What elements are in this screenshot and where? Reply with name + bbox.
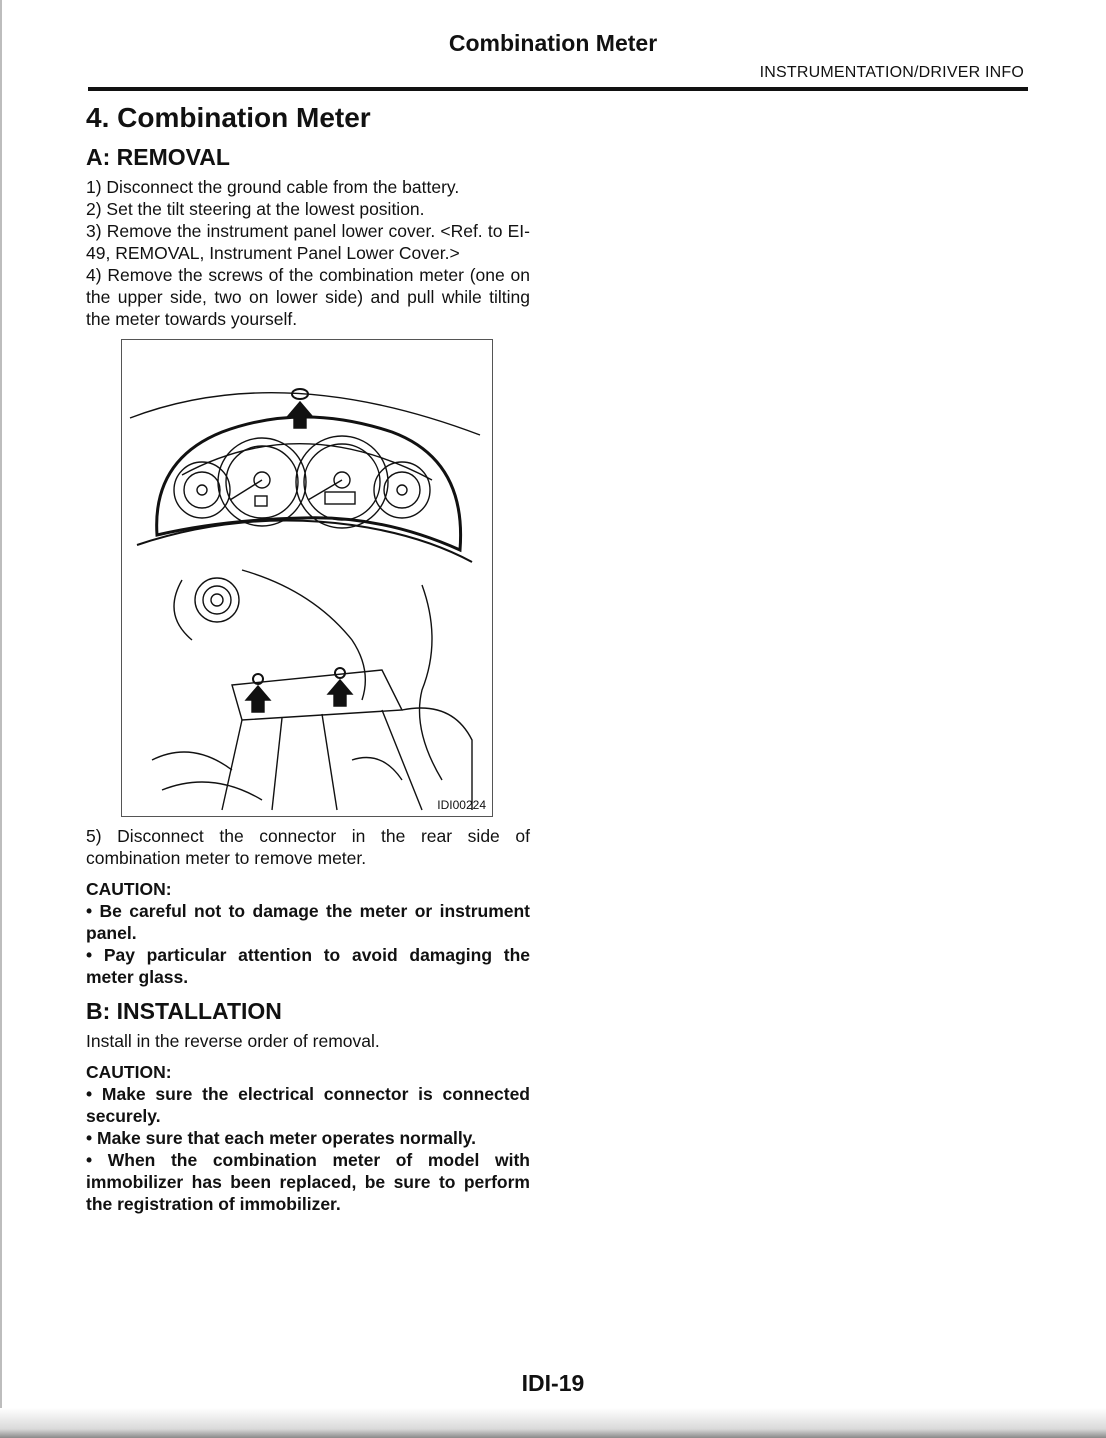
removal-step-2: 2) Set the tilt steering at the lowest position.	[86, 199, 425, 219]
installation-heading: B: INSTALLATION	[86, 998, 282, 1024]
header-section: INSTRUMENTATION/DRIVER INFO	[759, 64, 1024, 81]
installation-text: Install in the reverse order of removal.	[86, 1031, 380, 1051]
installation-caution-3: • When the combination meter of model with immobilizer has been replaced, be sure to perform the registration of immobilizer.	[86, 1150, 530, 1214]
removal-step-4: 4) Remove the screws of the combination meter (one on the upper side, two on lower side) and pull while tilting the meter towards yourself.	[86, 265, 530, 329]
installation-caution-2: • Make sure that each meter operates normally.	[86, 1128, 476, 1148]
content-column	[86, 100, 530, 1215]
removal-step-5: 5) Disconnect the connector in the rear side of combination meter to remove meter.	[86, 826, 530, 868]
removal-caution-2: • Pay particular attention to avoid damaging the meter glass.	[86, 945, 530, 987]
figure-id: IDI00224	[437, 798, 486, 812]
page-edge	[0, 0, 2, 1438]
removal-caution-label: CAUTION:	[86, 879, 172, 899]
page-bottom-edge	[0, 1408, 1106, 1438]
removal-step-1: 1) Disconnect the ground cable from the battery.	[86, 177, 460, 197]
combination-meter-figure	[121, 339, 493, 817]
removal-heading: A: REMOVAL	[86, 144, 230, 170]
main-heading: 4. Combination Meter	[86, 102, 371, 133]
removal-step-3: 3) Remove the instrument panel lower cover. <Ref. to EI-49, REMOVAL, Instrument Panel Lower Cover.>	[86, 221, 530, 263]
header-rule	[88, 87, 1028, 91]
installation-caution-label: CAUTION:	[86, 1062, 172, 1082]
removal-caution-1: • Be careful not to damage the meter or instrument panel.	[86, 901, 530, 943]
installation-caution-1: • Make sure the electrical connector is connected securely.	[86, 1084, 530, 1126]
meter-illustration	[122, 340, 492, 816]
header-title: Combination Meter	[448, 30, 658, 56]
page-number: IDI-19	[521, 1370, 585, 1396]
